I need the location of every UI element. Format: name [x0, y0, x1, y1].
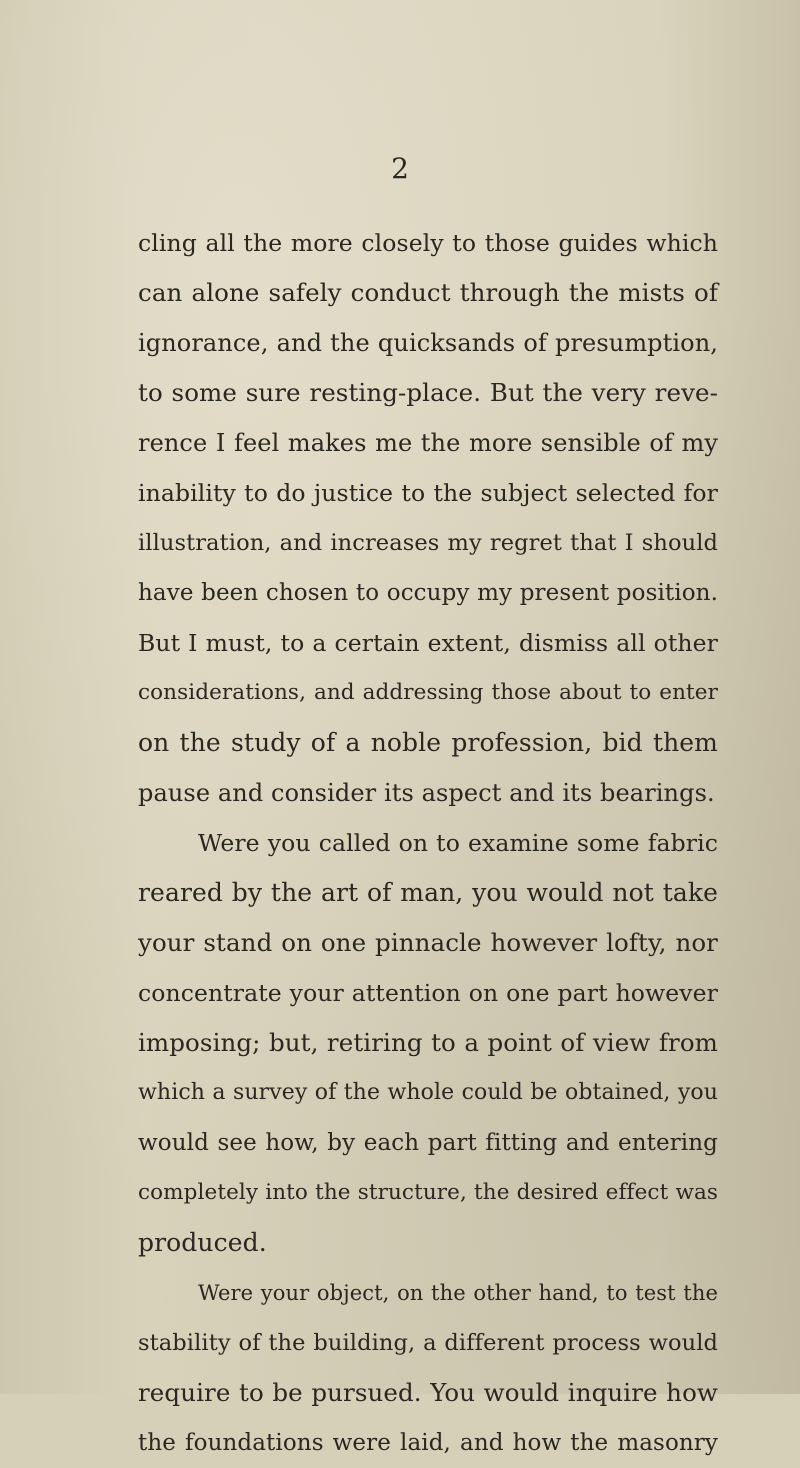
- text-line: considerations, and addressing those about to enter: [138, 680, 718, 705]
- text-line: Were your object, on the other hand, to test the: [198, 1281, 718, 1305]
- text-line: Were you called on to examine some fabric: [198, 829, 718, 857]
- text-line: which a survey of the whole could be obtained, you: [138, 1080, 718, 1105]
- text-line: inability to do justice to the subject selected for: [138, 479, 718, 507]
- text-line: can alone safely conduct through the mists of: [138, 278, 718, 307]
- text-line: on the study of a noble profession, bid them: [138, 728, 718, 757]
- text-line: pause and consider its aspect and its bearings.: [138, 779, 715, 807]
- page-number: 2: [391, 152, 409, 185]
- text-line: illustration, and increases my regret that I should: [138, 530, 718, 556]
- text-line: have been chosen to occupy my present position.: [138, 580, 718, 606]
- text-line: the foundations were laid, and how the masonry: [138, 1430, 718, 1456]
- text-line: reared by the art of man, you would not take: [138, 878, 718, 907]
- text-line: concentrate your attention on one part however: [138, 979, 718, 1007]
- text-line: completely into the structure, the desired effect was: [138, 1180, 718, 1205]
- text-line: cling all the more closely to those guides which: [138, 229, 718, 257]
- text-line: stability of the building, a different process would: [138, 1330, 718, 1356]
- text-line: your stand on one pinnacle however lofty, nor: [138, 928, 718, 957]
- body-text: [138, 218, 718, 1468]
- text-line: imposing; but, retiring to a point of view from: [138, 1028, 718, 1057]
- text-line: to some sure resting-place. But the very reve-: [138, 378, 718, 407]
- text-line: require to be pursued. You would inquire how: [138, 1378, 718, 1407]
- text-line: would see how, by each part fitting and entering: [138, 1130, 718, 1156]
- text-line: produced.: [138, 1228, 267, 1257]
- text-line: But I must, to a certain extent, dismiss all other: [138, 629, 718, 657]
- text-line: ignorance, and the quicksands of presumption,: [138, 329, 718, 357]
- text-line: rence I feel makes me the more sensible of my: [138, 429, 718, 457]
